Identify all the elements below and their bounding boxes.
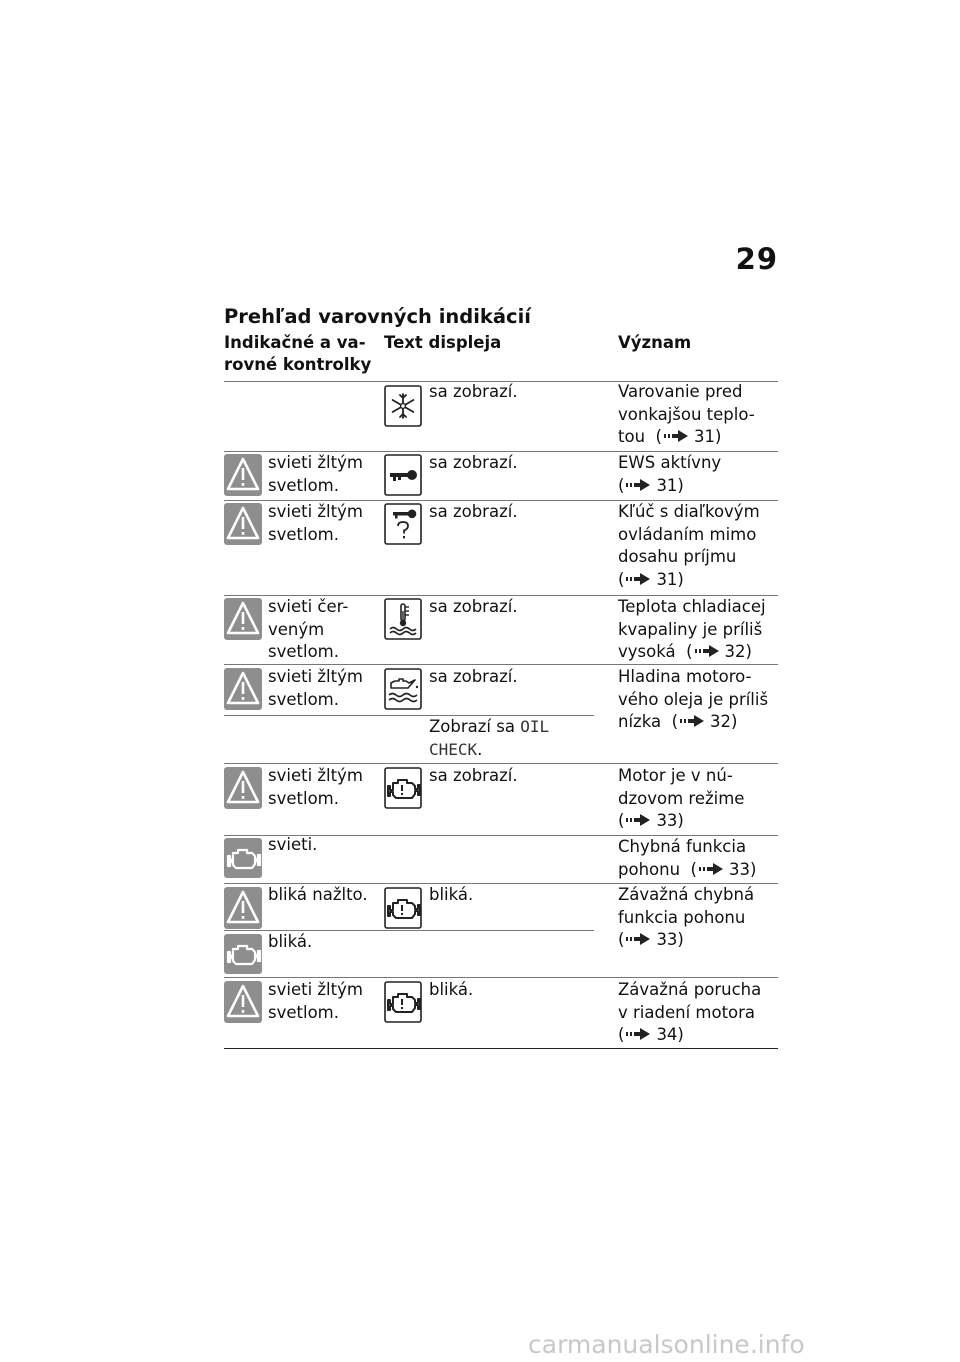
row5-display-alt xyxy=(429,716,549,761)
row9-ref[interactable]: 34) xyxy=(656,1025,684,1044)
row1-ref[interactable]: 31) xyxy=(693,427,722,446)
row9-display: bliká. xyxy=(429,980,474,999)
row5-lamp-line2: svetlom. xyxy=(268,689,339,709)
warning-triangle-icon xyxy=(224,668,262,710)
table-bottom-rule xyxy=(224,1048,778,1049)
ref-arrow-icon xyxy=(626,932,652,946)
key-icon xyxy=(384,454,422,496)
row3-lamp-line1: svieti žltým xyxy=(268,502,363,521)
row5-meaning-line2: vého oleja je príliš xyxy=(618,689,769,709)
row5-meaning-line3 xyxy=(618,711,768,734)
row4-meaning-line1: Teplota chladiacej xyxy=(618,597,766,616)
row4-ref[interactable]: 32) xyxy=(724,642,752,661)
row7-meaning-line1: Chybná funkcia xyxy=(618,837,747,856)
ref-arrow-icon xyxy=(626,478,652,492)
coolant-temperature-icon xyxy=(384,598,422,640)
column-header-lamps-line1: Indikačné a va- xyxy=(224,333,366,352)
row4-lamp-line2: veným xyxy=(268,619,325,639)
ref-open: ( xyxy=(618,475,625,495)
ref-arrow-icon xyxy=(695,644,721,658)
warning-triangle-icon xyxy=(224,981,262,1023)
row6-meaning xyxy=(618,765,744,833)
ref-arrow-icon xyxy=(626,1027,652,1041)
row9-meaning-line2: v riadení motora xyxy=(618,1002,756,1022)
row1-display: sa zobrazí. xyxy=(429,382,518,401)
ref-open: ( xyxy=(618,1025,625,1044)
page-number: 29 xyxy=(735,242,778,276)
row2-meaning xyxy=(618,452,721,497)
engine-icon xyxy=(384,981,422,1023)
row5-lamp-line1: svieti žltým xyxy=(268,667,363,686)
row3-lamp xyxy=(268,501,363,546)
row6-meaning-line2: dzovom režime xyxy=(618,788,745,808)
ref-open: ( xyxy=(690,859,697,879)
warning-triangle-icon xyxy=(224,887,262,929)
row8-lamp-alt: bliká. xyxy=(268,932,313,951)
snowflake-icon xyxy=(384,385,422,427)
row9-lamp-line2: svetlom. xyxy=(268,1002,339,1022)
ref-open: ( xyxy=(618,811,625,830)
warning-triangle-icon xyxy=(224,767,262,809)
row1-meaning-line3 xyxy=(618,426,755,449)
warning-triangle-icon xyxy=(224,454,262,496)
watermark: carmanualsonline.info xyxy=(528,1330,805,1359)
ref-open: ( xyxy=(618,930,625,949)
oil-can-icon xyxy=(384,668,422,710)
engine-icon xyxy=(384,887,422,929)
row3-ref[interactable]: 31) xyxy=(656,569,684,589)
ref-arrow-icon xyxy=(626,813,652,827)
row2-lamp xyxy=(268,452,363,497)
row9-meaning-line1: Závažná porucha xyxy=(618,980,762,999)
row8-meaning-line1: Závažná chybná xyxy=(618,885,755,904)
row1-meaning xyxy=(618,381,755,449)
row5-display-alt-line1 xyxy=(429,716,549,739)
ref-open: ( xyxy=(618,569,625,589)
row5-meaning xyxy=(618,666,768,734)
row6-display: sa zobrazí. xyxy=(429,766,518,785)
row2-meaning-line2 xyxy=(618,475,721,498)
ref-open: ( xyxy=(671,712,679,731)
row5-lamp xyxy=(268,666,363,711)
row8-meaning-line3 xyxy=(618,929,754,952)
row5-display-alt-prefix: Zobrazí sa xyxy=(429,717,515,736)
row9-meaning xyxy=(618,979,761,1047)
row3-meaning-line3: dosahu príjmu xyxy=(618,547,737,566)
row5-display-alt-line2 xyxy=(429,739,549,762)
row2-meaning-line1: EWS aktívny xyxy=(618,453,722,472)
row2-display: sa zobrazí. xyxy=(429,453,518,472)
row3-meaning-line1: Kľúč s diaľkovým xyxy=(618,502,760,521)
row-divider xyxy=(224,977,778,978)
row-divider xyxy=(224,763,778,764)
row6-meaning-line1: Motor je v nú- xyxy=(618,766,733,785)
row5-display-alt-suffix: . xyxy=(477,739,483,759)
row1-meaning-line3-text: tou xyxy=(618,427,646,446)
row7-meaning-line2 xyxy=(618,859,756,882)
ref-arrow-icon xyxy=(626,572,652,586)
row4-meaning-line2: kvapaliny je príliš xyxy=(618,619,763,639)
row3-lamp-line2: svetlom. xyxy=(268,524,339,544)
row7-meaning xyxy=(618,836,756,881)
row4-lamp-line1: svieti čer- xyxy=(268,597,349,616)
row8-meaning-line2: funkcia pohonu xyxy=(618,907,746,927)
check-code: CHECK xyxy=(429,739,478,759)
row2-lamp-line1: svieti žltým xyxy=(268,453,363,472)
row3-display: sa zobrazí. xyxy=(429,502,518,521)
row2-lamp-line2: svetlom. xyxy=(268,475,339,495)
oil-code: OIL xyxy=(520,717,550,736)
warning-triangle-icon xyxy=(224,598,262,640)
row8-lamp: bliká nažlto. xyxy=(268,885,368,904)
row9-lamp xyxy=(268,979,363,1024)
row4-meaning-line3-text: vysoká xyxy=(618,642,676,661)
row6-meaning-line3 xyxy=(618,810,744,833)
engine-icon xyxy=(224,838,262,878)
key-question-icon xyxy=(384,503,422,545)
engine-icon xyxy=(384,767,422,809)
row9-meaning-line3 xyxy=(618,1024,761,1047)
ref-arrow-icon xyxy=(664,429,690,443)
row4-lamp xyxy=(268,596,348,664)
row6-lamp-line1: svieti žltým xyxy=(268,766,363,785)
column-header-display: Text displeja xyxy=(384,333,502,352)
row4-meaning-line3 xyxy=(618,641,766,664)
row8-display: bliká. xyxy=(429,885,474,904)
column-header-lamps xyxy=(224,332,371,376)
row1-meaning-line1: Varovanie pred xyxy=(618,382,743,401)
row4-lamp-line3: svetlom. xyxy=(268,642,339,661)
row9-lamp-line1: svieti žltým xyxy=(268,980,363,999)
row3-meaning-line2: ovládaním mimo xyxy=(618,524,757,544)
row5-ref[interactable]: 32) xyxy=(710,712,738,731)
row4-display: sa zobrazí. xyxy=(429,597,518,616)
row7-lamp: svieti. xyxy=(268,835,318,854)
row7-meaning-line2-text: pohonu xyxy=(618,859,681,879)
row8-meaning xyxy=(618,884,754,952)
row5-meaning-line3-text: nízka xyxy=(618,712,662,731)
row6-lamp xyxy=(268,765,363,810)
row6-ref[interactable]: 33) xyxy=(656,811,684,830)
column-header-lamps-line2: rovné kontrolky xyxy=(224,355,372,374)
row7-ref[interactable]: 33) xyxy=(728,859,757,879)
row3-meaning-line4 xyxy=(618,569,760,592)
ref-arrow-icon xyxy=(699,862,725,876)
ref-open: ( xyxy=(686,642,693,661)
ref-open: ( xyxy=(655,427,662,446)
engine-icon xyxy=(224,934,262,974)
section-title: Prehľad varovných indikácií xyxy=(224,305,531,328)
row5-meaning-line1: Hladina motoro- xyxy=(618,667,752,686)
ref-arrow-icon xyxy=(680,714,706,728)
row6-lamp-line2: svetlom. xyxy=(268,788,339,808)
row2-ref[interactable]: 31) xyxy=(656,475,684,495)
row1-meaning-line2: vonkajšou teplo- xyxy=(618,404,755,424)
row5-display: sa zobrazí. xyxy=(429,667,518,686)
row-divider xyxy=(224,664,778,665)
row8-ref[interactable]: 33) xyxy=(656,930,684,949)
warning-triangle-icon xyxy=(224,503,262,545)
column-header-meaning: Význam xyxy=(618,333,692,352)
row3-meaning xyxy=(618,501,760,591)
row4-meaning xyxy=(618,596,766,664)
